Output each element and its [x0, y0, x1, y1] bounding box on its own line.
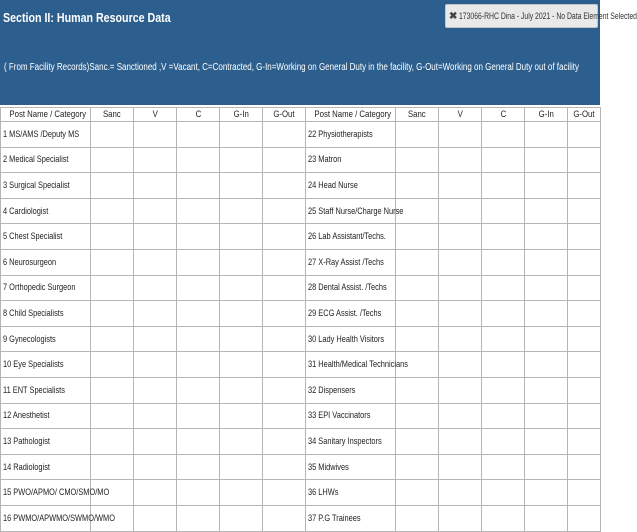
data-entry-cell[interactable]	[396, 147, 439, 173]
post-name-label: 23 Matron	[308, 154, 342, 166]
data-entry-cell[interactable]	[525, 275, 568, 301]
post-name-label: 16 PWMO/APWMO/SWMO/WMO	[3, 512, 115, 524]
data-entry-cell[interactable]	[439, 454, 482, 480]
selection-badge-text: 173066-RHC Dina - July 2021 - No Data Element Selected	[459, 11, 637, 21]
post-name-cell	[1, 429, 91, 455]
post-name-label: 12 Anesthetist	[3, 410, 50, 422]
post-name-label: 35 Midwives	[308, 461, 349, 473]
post-name-cell	[306, 403, 396, 429]
data-entry-cell[interactable]	[134, 505, 177, 531]
data-entry-cell[interactable]	[220, 352, 263, 378]
data-entry-cell[interactable]	[482, 173, 525, 199]
column-header: Post Name / Category	[306, 108, 396, 122]
data-entry-cell[interactable]	[525, 198, 568, 224]
data-entry-cell[interactable]	[263, 377, 306, 403]
post-name-cell	[1, 352, 91, 378]
data-entry-cell[interactable]	[220, 224, 263, 250]
data-entry-cell[interactable]	[482, 147, 525, 173]
post-name-cell	[1, 326, 91, 352]
data-entry-cell[interactable]	[134, 301, 177, 327]
data-entry-cell[interactable]	[220, 454, 263, 480]
close-icon[interactable]: ✖	[449, 10, 458, 22]
data-entry-cell[interactable]	[134, 480, 177, 506]
table-row	[1, 173, 601, 199]
data-entry-cell[interactable]	[91, 147, 134, 173]
data-entry-cell[interactable]	[134, 454, 177, 480]
data-entry-cell[interactable]	[134, 352, 177, 378]
data-entry-cell[interactable]	[568, 173, 601, 199]
data-entry-cell[interactable]	[177, 352, 220, 378]
table-row	[1, 480, 601, 506]
data-entry-cell[interactable]	[263, 198, 306, 224]
post-name-cell	[1, 224, 91, 250]
data-entry-cell[interactable]	[134, 198, 177, 224]
data-entry-cell[interactable]	[525, 326, 568, 352]
post-name-label: 6 Neurosurgeon	[3, 256, 57, 268]
data-entry-cell[interactable]	[220, 198, 263, 224]
data-entry-cell[interactable]	[525, 122, 568, 148]
post-name-label: 15 PWO/APMO/ CMO/SMO/MO	[3, 487, 110, 499]
data-entry-cell[interactable]	[263, 224, 306, 250]
data-entry-cell[interactable]	[439, 122, 482, 148]
data-entry-cell[interactable]	[482, 122, 525, 148]
post-name-cell	[306, 301, 396, 327]
post-name-cell	[306, 480, 396, 506]
data-entry-cell[interactable]	[482, 377, 525, 403]
data-entry-cell[interactable]	[91, 198, 134, 224]
table-row	[1, 377, 601, 403]
data-entry-cell[interactable]	[568, 429, 601, 455]
post-name-label: 11 ENT Specialists	[3, 384, 65, 396]
section-header	[0, 0, 637, 105]
data-entry-cell[interactable]	[220, 505, 263, 531]
table-row	[1, 147, 601, 173]
data-entry-cell[interactable]	[91, 173, 134, 199]
data-entry-cell[interactable]	[396, 173, 439, 199]
data-entry-cell[interactable]	[568, 352, 601, 378]
data-entry-cell[interactable]	[91, 301, 134, 327]
data-entry-cell[interactable]	[177, 224, 220, 250]
data-entry-cell[interactable]	[525, 454, 568, 480]
post-name-label: 31 Health/Medical Technicians	[308, 359, 408, 371]
data-entry-cell[interactable]	[525, 249, 568, 275]
data-entry-cell[interactable]	[482, 275, 525, 301]
post-name-label: 33 EPI Vaccinators	[308, 410, 371, 422]
post-name-label: 8 Child Specialists	[3, 307, 64, 319]
post-name-cell	[1, 480, 110, 506]
data-entry-cell[interactable]	[439, 429, 482, 455]
post-name-label: 36 LHWs	[308, 487, 339, 499]
data-entry-cell[interactable]	[177, 249, 220, 275]
data-entry-cell[interactable]	[263, 301, 306, 327]
post-name-cell	[1, 147, 91, 173]
post-name-label: 1 MS/AMS /Deputy MS	[3, 128, 80, 140]
data-entry-cell[interactable]	[134, 224, 177, 250]
data-entry-cell[interactable]	[482, 249, 525, 275]
post-name-label: 24 Head Nurse	[308, 179, 358, 191]
data-entry-cell[interactable]	[177, 403, 220, 429]
data-entry-cell[interactable]	[220, 480, 263, 506]
data-entry-cell[interactable]	[568, 403, 601, 429]
table-row	[1, 454, 601, 480]
data-entry-cell[interactable]	[396, 480, 439, 506]
data-entry-cell[interactable]	[91, 377, 134, 403]
data-entry-cell[interactable]	[134, 249, 177, 275]
post-name-cell	[306, 377, 396, 403]
data-entry-cell[interactable]	[439, 403, 482, 429]
data-entry-cell[interactable]	[482, 505, 525, 531]
post-name-label: 5 Chest Specialist	[3, 231, 63, 243]
table-row	[1, 326, 601, 352]
post-name-label: 2 Medical Specialist	[3, 154, 69, 166]
post-name-cell	[306, 429, 396, 455]
post-name-cell	[1, 275, 91, 301]
data-entry-cell[interactable]	[177, 505, 220, 531]
data-entry-cell[interactable]	[91, 249, 134, 275]
data-entry-cell[interactable]	[525, 147, 568, 173]
post-name-cell	[306, 249, 396, 275]
data-entry-cell[interactable]	[134, 429, 177, 455]
data-entry-cell[interactable]	[220, 429, 263, 455]
post-name-label: 34 Sanitary Inspectors	[308, 435, 382, 447]
data-entry-cell[interactable]	[263, 480, 306, 506]
post-name-cell	[306, 122, 396, 148]
table-header-row	[1, 108, 601, 122]
table-row	[1, 275, 601, 301]
data-entry-cell[interactable]	[525, 301, 568, 327]
table-row	[1, 403, 601, 429]
data-entry-cell[interactable]	[263, 326, 306, 352]
data-entry-cell[interactable]	[177, 454, 220, 480]
data-entry-cell[interactable]	[482, 224, 525, 250]
data-entry-cell[interactable]	[568, 326, 601, 352]
data-entry-cell[interactable]	[177, 122, 220, 148]
post-name-label: 14 Radiologist	[3, 461, 50, 473]
data-entry-cell[interactable]	[134, 275, 177, 301]
data-entry-cell[interactable]	[134, 173, 177, 199]
data-entry-cell[interactable]	[482, 198, 525, 224]
data-entry-cell[interactable]	[263, 122, 306, 148]
selection-badge[interactable]	[445, 4, 637, 28]
data-entry-cell[interactable]	[525, 224, 568, 250]
post-name-cell	[1, 403, 91, 429]
data-entry-cell[interactable]	[568, 480, 601, 506]
post-name-label: 13 Pathologist	[3, 435, 50, 447]
data-entry-cell[interactable]	[263, 403, 306, 429]
table-row	[1, 224, 601, 250]
data-entry-cell[interactable]	[396, 429, 439, 455]
data-entry-cell[interactable]	[568, 122, 601, 148]
data-entry-cell[interactable]	[396, 122, 439, 148]
data-entry-cell[interactable]	[568, 198, 601, 224]
post-name-label: 10 Eye Specialists	[3, 359, 64, 371]
data-entry-cell[interactable]	[263, 429, 306, 455]
data-entry-cell[interactable]	[525, 480, 568, 506]
column-header: V	[439, 108, 482, 122]
data-entry-cell[interactable]	[439, 480, 482, 506]
post-name-cell	[1, 505, 115, 531]
post-name-label: 7 Orthopedic Surgeon	[3, 282, 76, 294]
post-name-cell	[1, 301, 91, 327]
column-header: Sanc	[91, 108, 134, 122]
data-entry-cell[interactable]	[220, 122, 263, 148]
data-entry-cell[interactable]	[482, 352, 525, 378]
hr-data-table	[0, 107, 601, 532]
data-entry-cell[interactable]	[134, 122, 177, 148]
data-entry-cell[interactable]	[177, 275, 220, 301]
post-name-cell	[306, 173, 396, 199]
data-entry-cell[interactable]	[134, 326, 177, 352]
data-entry-cell[interactable]	[134, 377, 177, 403]
data-entry-cell[interactable]	[220, 326, 263, 352]
data-entry-cell[interactable]	[396, 275, 439, 301]
data-entry-cell[interactable]	[91, 122, 134, 148]
data-entry-cell[interactable]	[568, 224, 601, 250]
data-entry-cell[interactable]	[439, 326, 482, 352]
data-entry-cell[interactable]	[525, 352, 568, 378]
data-entry-cell[interactable]	[568, 275, 601, 301]
post-name-label: 9 Gynecologists	[3, 333, 56, 345]
post-name-label: 32 Dispensers	[308, 384, 356, 396]
table-row	[1, 198, 601, 224]
data-entry-cell[interactable]	[396, 454, 439, 480]
post-name-cell	[1, 249, 91, 275]
post-name-cell	[306, 224, 396, 250]
post-name-label: 25 Staff Nurse/Charge Nurse	[308, 205, 404, 217]
data-entry-cell[interactable]	[91, 429, 134, 455]
post-name-label: 29 ECG Assist. /Techs	[308, 307, 382, 319]
data-entry-cell[interactable]	[439, 173, 482, 199]
data-entry-cell[interactable]	[439, 301, 482, 327]
data-entry-cell[interactable]	[91, 403, 134, 429]
data-entry-cell[interactable]	[482, 480, 525, 506]
data-entry-cell[interactable]	[220, 147, 263, 173]
data-entry-cell[interactable]	[482, 326, 525, 352]
data-entry-cell[interactable]	[91, 224, 134, 250]
data-entry-cell[interactable]	[482, 429, 525, 455]
post-name-label: 26 Lab Assistant/Techs.	[308, 231, 386, 243]
section-title: Section II: Human Resource Data	[3, 10, 171, 25]
column-header: V	[134, 108, 177, 122]
data-entry-cell[interactable]	[177, 198, 220, 224]
data-entry-cell[interactable]	[396, 403, 439, 429]
data-entry-cell[interactable]	[568, 147, 601, 173]
post-name-cell	[306, 454, 396, 480]
post-name-label: 28 Dental Assist. /Techs	[308, 282, 387, 294]
legend-text: ( From Facility Records)Sanc.= Sanctioned ,V =Vacant, C=Contracted, G-In=Working on General Duty in the facility, G-Out=Working on General Duty out of facility	[4, 62, 579, 73]
post-name-cell	[1, 122, 91, 148]
data-entry-cell[interactable]	[220, 403, 263, 429]
data-entry-cell[interactable]	[91, 352, 134, 378]
data-entry-cell[interactable]	[263, 352, 306, 378]
data-entry-cell[interactable]	[396, 326, 439, 352]
post-name-label: 3 Surgical Specialist	[3, 179, 70, 191]
post-name-label: 27 X-Ray Assist /Techs	[308, 256, 384, 268]
data-entry-cell[interactable]	[396, 301, 439, 327]
data-entry-cell[interactable]	[134, 403, 177, 429]
data-entry-cell[interactable]	[177, 429, 220, 455]
table-row	[1, 429, 601, 455]
data-entry-cell[interactable]	[568, 249, 601, 275]
data-entry-cell[interactable]	[482, 454, 525, 480]
data-entry-cell[interactable]	[482, 301, 525, 327]
table-row	[1, 301, 601, 327]
data-entry-cell[interactable]	[439, 275, 482, 301]
post-name-cell	[306, 198, 404, 224]
column-header: Post Name / Category	[1, 108, 91, 122]
data-entry-cell[interactable]	[396, 224, 439, 250]
data-entry-cell[interactable]	[177, 326, 220, 352]
post-name-cell	[1, 454, 91, 480]
data-entry-cell[interactable]	[91, 275, 134, 301]
post-name-label: 30 Lady Health Visitors	[308, 333, 385, 345]
data-entry-cell[interactable]	[439, 147, 482, 173]
data-entry-cell[interactable]	[439, 377, 482, 403]
data-entry-cell[interactable]	[220, 249, 263, 275]
data-entry-cell[interactable]	[439, 505, 482, 531]
column-header: Sanc	[396, 108, 439, 122]
data-entry-cell[interactable]	[177, 480, 220, 506]
data-entry-cell[interactable]	[177, 147, 220, 173]
data-entry-cell[interactable]	[568, 454, 601, 480]
data-entry-cell[interactable]	[396, 505, 439, 531]
post-name-label: 22 Physiotherapists	[308, 128, 373, 140]
data-entry-cell[interactable]	[220, 301, 263, 327]
table-row	[1, 352, 601, 378]
data-entry-cell[interactable]	[525, 403, 568, 429]
data-entry-cell[interactable]	[482, 403, 525, 429]
post-name-cell	[306, 326, 396, 352]
column-header: G-In	[220, 108, 263, 122]
data-entry-cell[interactable]	[525, 377, 568, 403]
data-entry-cell[interactable]	[220, 377, 263, 403]
post-name-cell	[306, 505, 396, 531]
data-entry-cell[interactable]	[568, 301, 601, 327]
column-header: C	[482, 108, 525, 122]
data-entry-cell[interactable]	[568, 377, 601, 403]
data-entry-cell[interactable]	[177, 173, 220, 199]
column-header: G-Out	[568, 108, 601, 122]
data-entry-cell[interactable]	[439, 352, 482, 378]
data-entry-cell[interactable]	[439, 198, 482, 224]
data-entry-cell[interactable]	[525, 173, 568, 199]
data-entry-cell[interactable]	[525, 429, 568, 455]
data-entry-cell[interactable]	[263, 173, 306, 199]
post-name-label: 4 Cardiologist	[3, 205, 49, 217]
data-entry-cell[interactable]	[177, 377, 220, 403]
post-name-cell	[306, 147, 396, 173]
data-entry-cell[interactable]	[568, 505, 601, 531]
data-entry-cell[interactable]	[396, 249, 439, 275]
data-entry-cell[interactable]	[91, 454, 134, 480]
data-entry-cell[interactable]	[220, 275, 263, 301]
post-name-cell	[306, 352, 408, 378]
post-name-cell	[1, 173, 91, 199]
data-entry-cell[interactable]	[220, 173, 263, 199]
post-name-label: 37 P.G Trainees	[308, 512, 361, 524]
post-name-cell	[1, 198, 91, 224]
post-name-cell	[1, 377, 91, 403]
data-entry-cell[interactable]	[396, 377, 439, 403]
post-name-cell	[306, 275, 396, 301]
data-entry-cell[interactable]	[177, 301, 220, 327]
data-entry-cell[interactable]	[263, 505, 306, 531]
data-entry-cell[interactable]	[263, 249, 306, 275]
data-entry-cell[interactable]	[91, 326, 134, 352]
data-entry-cell[interactable]	[263, 147, 306, 173]
data-entry-cell[interactable]	[263, 454, 306, 480]
data-entry-cell[interactable]	[263, 275, 306, 301]
table-row	[1, 122, 601, 148]
table-row	[1, 505, 601, 531]
column-header: G-In	[525, 108, 568, 122]
data-entry-cell[interactable]	[525, 505, 568, 531]
data-entry-cell[interactable]	[439, 224, 482, 250]
column-header: G-Out	[263, 108, 306, 122]
column-header: C	[177, 108, 220, 122]
data-entry-cell[interactable]	[134, 147, 177, 173]
table-row	[1, 249, 601, 275]
data-entry-cell[interactable]	[439, 249, 482, 275]
